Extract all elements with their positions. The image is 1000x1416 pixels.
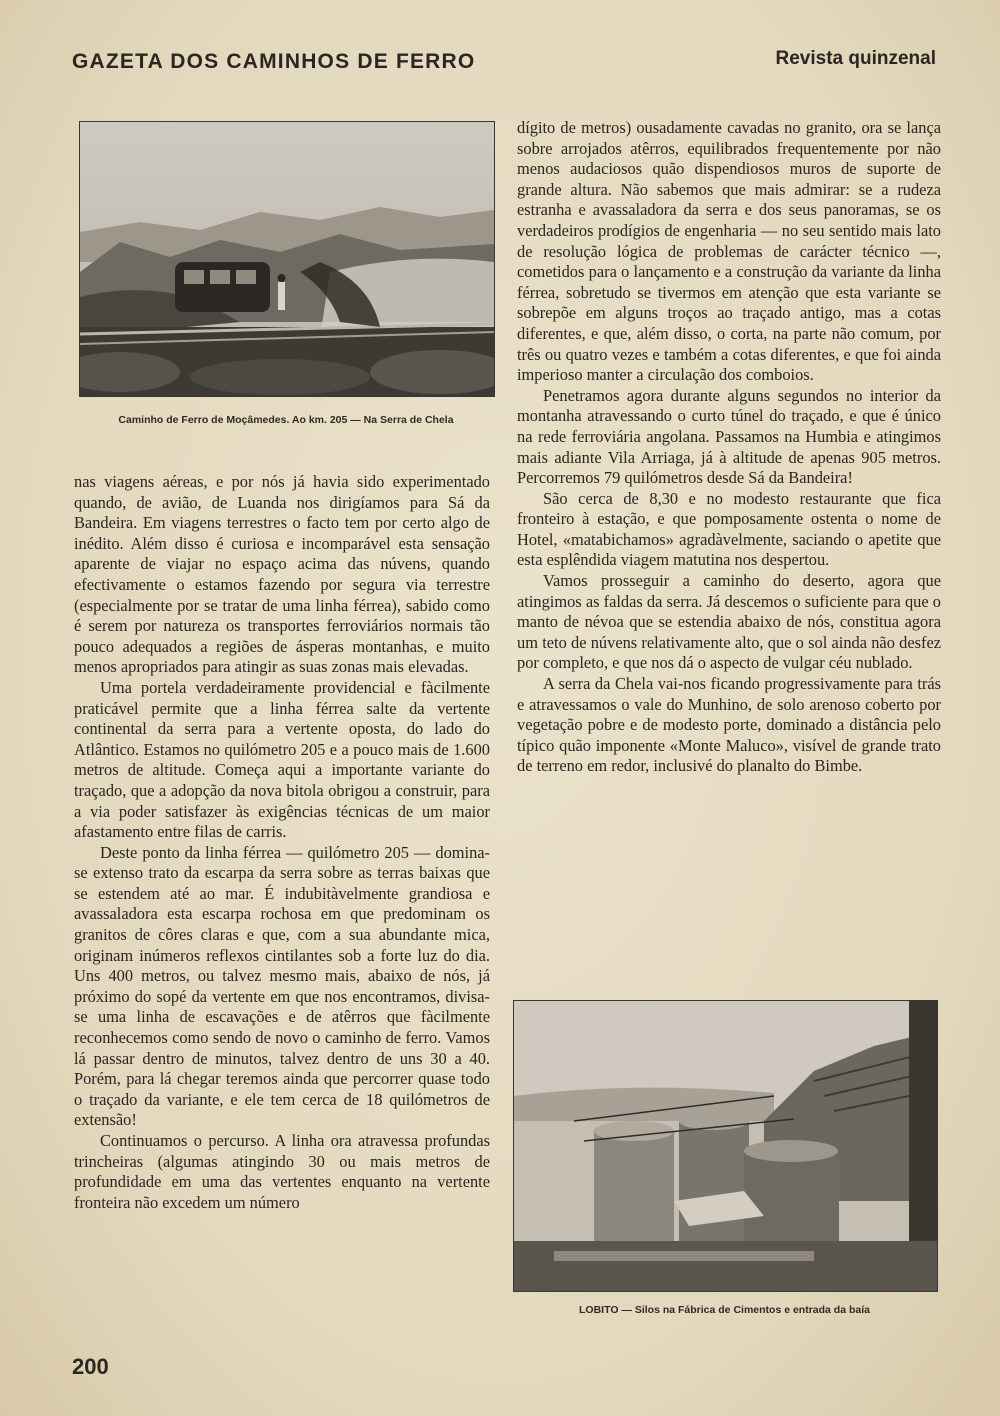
photo-serra-da-chela-image [80,122,494,396]
paragraph: Uma portela verdadeiramente providencial e fàcilmente praticável permite que a linha férrea salte da vertente continental da serra para a vertente oposta, do lado do Atlântico. Estamos no quilómetro 205 e a pouco mais de 1.600 metros de altitude. Começa aqui a importante variante do traçado, que a adopção da nova bitola obrigou a construir, para a via poder satisfazer às exigências técnicas de um maior afastamento entre filas de carris. [74,677,490,842]
paragraph: Penetramos agora durante alguns segundos no interior da montanha atravessando o curto túnel do traçado, e que é único na rede ferroviária angolana. Passamos na Humbia e atingimos mais adiante Vila Arriaga, já à altitude de apenas 905 metros. Percorremos 79 quilómetros desde Sá da Bandeira! [517,385,941,488]
photo-serra-da-chela [79,121,495,397]
paragraph: nas viagens aéreas, e por nós já havia sido experimentado quando, de avião, de Luanda nos dirigíamos para Sá da Bandeira. Em viagens terrestres o facto tem por certo algo de inédito. Além disso é curiosa e incomparável esta sensação aparente de viajar no espaço acima das núvens, quando efectivamente o estamos fazendo por segura via terrestre (especialmente por se tratar de uma linha férrea), sabido como é serem por natureza os transportes ferroviários normais tão pouco adequados a regiões de ásperas montanhas, e muito menos apropriados para atingir as suas zonas mais elevadas. [74,472,490,677]
page-number: 200 [72,1354,109,1379]
paragraph: Continuamos o percurso. A linha ora atravessa profundas trincheiras (algumas atingindo 30 ou mais metros de profundidade em uma das vertentes enquanto na vertente fronteira não excedem um número [74,1131,490,1212]
paragraph: Deste ponto da linha férrea — quilómetro 205 — domina-se extenso trato da escarpa da serra sobre as terras baixas que se estendem até ao mar. É indubitàvelmente grandiosa e avassaladora esta escarpa rochosa em que predominam os granitos de côres claras e que, com a sua abundante mica, originam inúmeros reflexos cintilantes sob a forte luz do dia. Uns 400 metros, ou talvez mesmo mais, abaixo de nós, já próximo do sopé da vertente em que nos encontramos, divisa-se uma linha de escavações e de atêrros que fàcilmente reconhecemos como sendo de novo o caminho de ferro. Vamos lá passar dentro de minutos, talvez dentro de uns 30 a 40. Porém, para lá chegar teremos ainda que percorrer quase todo o traçado da variante, e ele tem cerca de 18 quilómetros de extensão! [74,842,490,1130]
paragraph: Vamos prosseguir a caminho do deserto, agora que atingimos as faldas da serra. Já descemos o suficiente para que o manto de névoa que se estendia abaixo de nós, constitua agora um teto de núvens relativamente alto, que o sol ainda não desfez por completo, e que nos dá o aspecto de vulgar céu nublado. [517,571,941,673]
paragraph: São cerca de 8,30 e no modesto restaurante que fica fronteiro à estação, e que pomposamente ostenta o nome de Hotel, «matabichamos» agradàvelmente, saciando o apetite que esta esplêndida viagem matutina nos despertou. [517,488,941,570]
journal-title: GAZETA DOS CAMINHOS DE FERRO [72,50,476,73]
paragraph: A serra da Chela vai-nos ficando progressivamente para trás e atravessamos o vale do Munhino, de solo arenoso coberto por vegetação pobre e de modesto porte, dominado a distância pelo típico quão imponente «Monte Maluco», visível de grande trato de terreno em redor, inclusivé do planalto do Bimbe. [517,674,941,776]
photo-lobito-silos [513,1000,938,1292]
caption-bottom-photo: LOBITO — Silos na Fábrica de Cimentos e entrada da baía [579,1304,870,1316]
left-text-column [74,472,490,1213]
photo-lobito-silos-image [514,1001,937,1291]
caption-top-photo: Caminho de Ferro de Moçâmedes. Ao km. 205 — Na Serra de Chela [118,414,454,426]
journal-subtitle: Revista quinzenal [775,48,936,69]
paragraph: dígito de metros) ousadamente cavadas no granito, ora se lança sobre arrojados atêrros, equilibrados frequentemente por não menos audaciosos quão dispendiosos muros de suporte de grande altura. Não sabemos que mais admirar: se a rudeza estranha e avassaladora da serra e dos seus panoramas, se os verdadeiros prodígios de engenharia — no seu sentido mais lato de resolução lógica de problemas de carácter técnico —, cometidos para o lançamento e a construção da variante da linha férrea, sobretudo se tivermos em atenção que esta variante se sobrepõe em alguns troços ao traçado antigo, mas a cotas diferentes, e que, além disso, o corta, na parte não comum, por três ou quatro vezes e também a cotas diferentes, e que foi ainda imperioso manter a circulação dos comboios. [517,118,941,385]
right-text-column [517,118,941,777]
